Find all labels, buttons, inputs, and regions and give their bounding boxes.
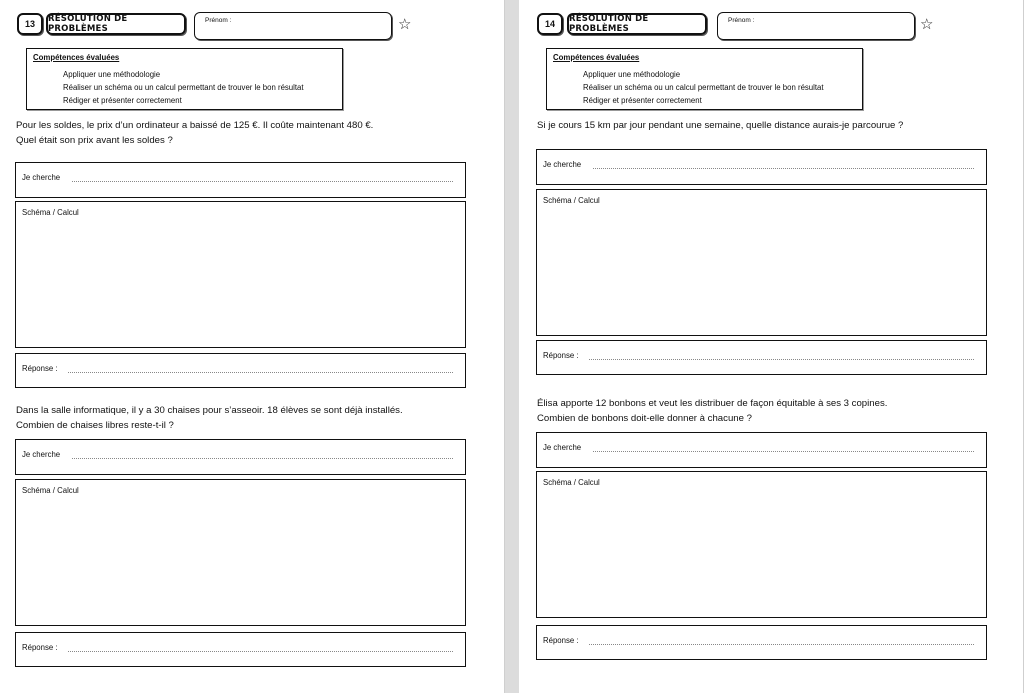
competence-item: Appliquer une méthodologie bbox=[63, 70, 161, 79]
schema-label: Schéma / Calcul bbox=[543, 196, 600, 205]
schema-calcul-area[interactable] bbox=[536, 471, 987, 618]
problem-line: Dans la salle informatique, il y a 30 chaises pour s’asseoir. 18 élèves se sont déjà installés. bbox=[16, 405, 403, 416]
name-field-label: Prénom : bbox=[728, 17, 755, 24]
writing-line bbox=[589, 359, 974, 360]
schema-label: Schéma / Calcul bbox=[543, 478, 600, 487]
name-field[interactable] bbox=[194, 12, 392, 40]
name-field[interactable] bbox=[717, 12, 915, 40]
competences-box bbox=[546, 48, 863, 110]
schema-calcul-area[interactable] bbox=[15, 479, 466, 626]
search-label: Je cherche bbox=[543, 443, 582, 452]
answer-field[interactable] bbox=[536, 340, 987, 375]
competences-title: Compétences évaluées bbox=[553, 53, 640, 62]
star-icon: ☆ bbox=[398, 16, 412, 33]
problem-line: Si je cours 15 km par jour pendant une semaine, quelle distance aurais-je parcourue ? bbox=[537, 120, 904, 131]
writing-line bbox=[72, 181, 453, 182]
schema-label: Schéma / Calcul bbox=[22, 486, 79, 495]
schema-calcul-area[interactable] bbox=[15, 201, 466, 348]
search-field[interactable] bbox=[536, 432, 987, 468]
star-icon: ☆ bbox=[920, 16, 934, 33]
worksheet-number: 14 bbox=[537, 13, 563, 35]
problem-statement bbox=[16, 403, 403, 433]
problem-line: Combien de bonbons doit-elle donner à chacune ? bbox=[537, 413, 752, 424]
competence-item: Réaliser un schéma ou un calcul permettant de trouver le bon résultat bbox=[583, 83, 824, 92]
search-field[interactable] bbox=[15, 439, 466, 475]
problem-line: Pour les soldes, le prix d’un ordinateur a baissé de 125 €. Il coûte maintenant 480 €. bbox=[16, 120, 374, 131]
worksheet-page-14 bbox=[519, 0, 1024, 693]
writing-line bbox=[593, 168, 974, 169]
problem-statement bbox=[537, 396, 887, 426]
search-field[interactable] bbox=[536, 149, 987, 185]
worksheet-title: RÉSOLUTION DE PROBLÈMES bbox=[46, 13, 186, 35]
writing-line bbox=[68, 651, 453, 652]
competences-title: Compétences évaluées bbox=[33, 53, 120, 62]
writing-line bbox=[589, 644, 974, 645]
schema-label: Schéma / Calcul bbox=[22, 208, 79, 217]
competence-item: Appliquer une méthodologie bbox=[583, 70, 681, 79]
problem-line: Quel était son prix avant les soldes ? bbox=[16, 135, 173, 146]
answer-field[interactable] bbox=[536, 625, 987, 660]
search-field[interactable] bbox=[15, 162, 466, 198]
competence-item: Rédiger et présenter correctement bbox=[63, 96, 182, 105]
competence-item: Réaliser un schéma ou un calcul permettant de trouver le bon résultat bbox=[63, 83, 304, 92]
worksheet-title: RÉSOLUTION DE PROBLÈMES bbox=[567, 13, 707, 35]
schema-calcul-area[interactable] bbox=[536, 189, 987, 336]
answer-label: Réponse : bbox=[543, 636, 579, 645]
name-field-label: Prénom : bbox=[205, 17, 232, 24]
answer-field[interactable] bbox=[15, 353, 466, 388]
problem-line: Élisa apporte 12 bonbons et veut les distribuer de façon équitable à ses 3 copines. bbox=[537, 398, 888, 409]
answer-field[interactable] bbox=[15, 632, 466, 667]
competence-item: Rédiger et présenter correctement bbox=[583, 96, 702, 105]
worksheet-page-13 bbox=[0, 0, 505, 693]
writing-line bbox=[593, 451, 974, 452]
competences-box bbox=[26, 48, 343, 110]
answer-label: Réponse : bbox=[22, 364, 58, 373]
search-label: Je cherche bbox=[22, 450, 61, 459]
answer-label: Réponse : bbox=[543, 351, 579, 360]
writing-line bbox=[72, 458, 453, 459]
search-label: Je cherche bbox=[543, 160, 582, 169]
problem-statement bbox=[16, 118, 373, 148]
writing-line bbox=[68, 372, 453, 373]
problem-line: Combien de chaises libres reste-t-il ? bbox=[16, 420, 174, 431]
worksheet-number: 13 bbox=[17, 13, 43, 35]
answer-label: Réponse : bbox=[22, 643, 58, 652]
problem-statement bbox=[537, 118, 903, 133]
search-label: Je cherche bbox=[22, 173, 61, 182]
